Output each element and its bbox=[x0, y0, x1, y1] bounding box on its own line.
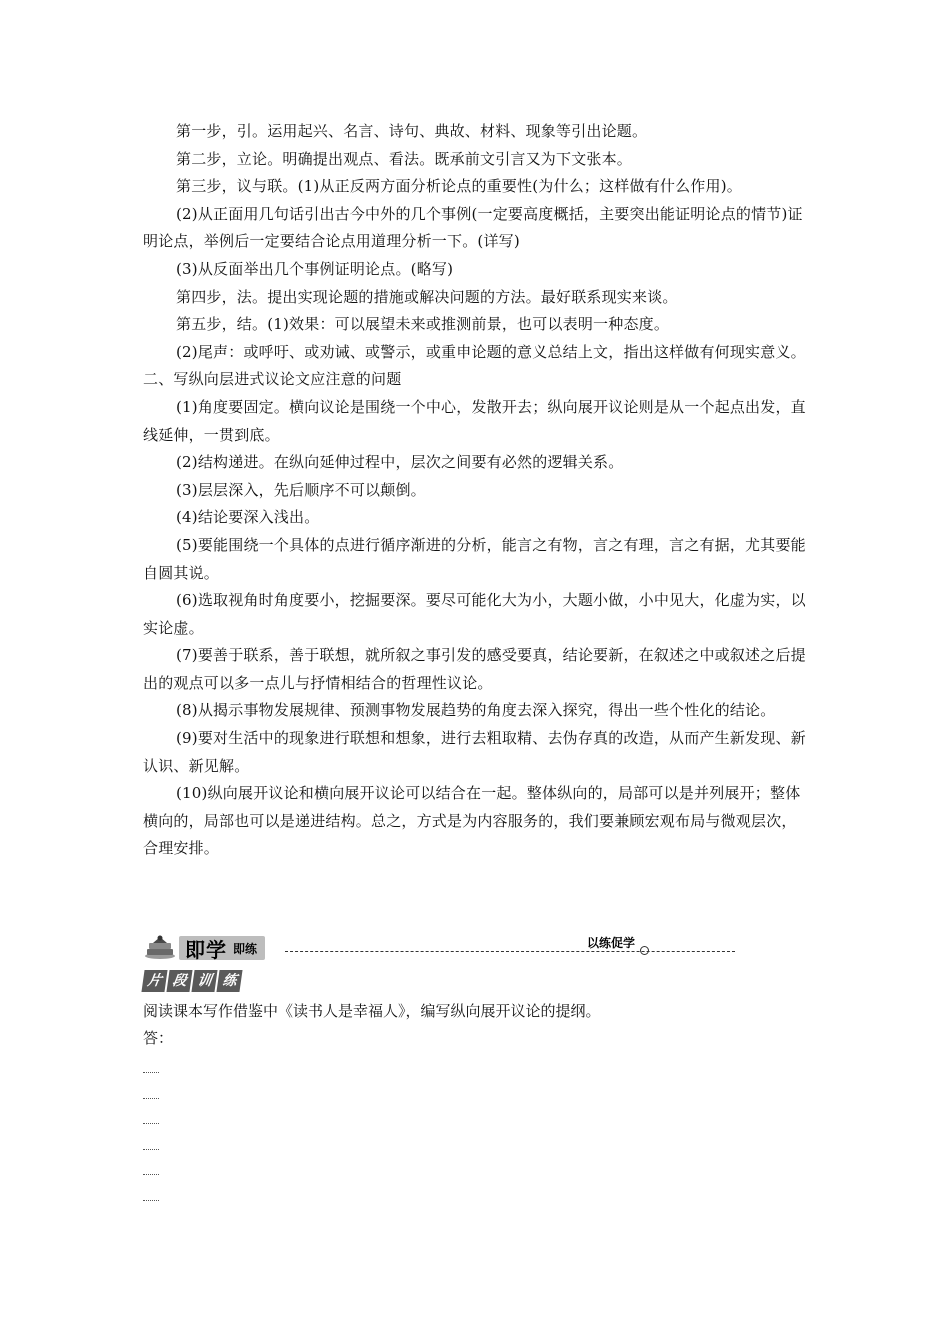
section-2-item: (5)要能围绕一个具体的点进行循序渐进的分析，能言之有物，言之有理，言之有据，尤其要能自圆其说。 bbox=[143, 535, 806, 582]
answer-line[interactable] bbox=[143, 1149, 159, 1150]
exercise-prompt: 阅读课本写作借鉴中《读书人是幸福人》，编写纵向展开议论的提纲。 bbox=[143, 1002, 601, 1020]
answer-line[interactable] bbox=[143, 1200, 159, 1201]
banner-divider bbox=[285, 951, 735, 952]
step-2: 第二步，立论。明确提出观点、看法。既承前文引言又为下文张本。 bbox=[176, 149, 633, 168]
books-icon bbox=[143, 934, 177, 960]
section-2-item: (2)结构递进。在纵向延伸过程中，层次之间要有必然的逻辑关系。 bbox=[176, 453, 624, 472]
section-2-item: (10)纵向展开议论和横向展开议论可以结合在一起。整体纵向的，局部可以是并列展开；整体横向的，局部也可以是递进结构。总之，方式是为内容服务的，我们要兼顾宏观布局与微观层次，合理安排。 bbox=[143, 784, 801, 858]
step-1: 第一步，引。运用起兴、名言、诗句、典故、材料、现象等引出论题。 bbox=[176, 122, 648, 140]
section-tag-char: 练 bbox=[216, 970, 242, 992]
banner-title: 即学 bbox=[185, 938, 227, 962]
section-tag-char: 片 bbox=[141, 970, 167, 992]
answer-lines bbox=[143, 1072, 183, 1226]
banner-end-icon bbox=[640, 946, 649, 955]
section-2-item: (8)从揭示事物发展规律、预测事物发展趋势的角度去深入探究，得出一些个性化的结论。 bbox=[176, 701, 776, 720]
step-3: 第三步，议与联。(1)从正反两方面分析论点的重要性(为什么；这样做有什么作用)。 bbox=[176, 177, 742, 196]
section-2-item: (7)要善于联系，善于联想，就所叙之事引发的感受要真，结论要新，在叙述之中或叙述之后提出的观点可以多一点儿与抒情相结合的哲理性议论。 bbox=[143, 646, 806, 692]
answer-label: 答： bbox=[143, 1029, 174, 1047]
section-2-item: (4)结论要深入浅出。 bbox=[176, 508, 320, 527]
step-4: 第四步，法。提出实现论题的措施或解决问题的方法。最好联系现实来谈。 bbox=[176, 287, 678, 306]
section-tag-char: 段 bbox=[166, 970, 192, 992]
section-2-heading: 二、写纵向层进式议论文应注意的问题 bbox=[143, 370, 402, 389]
exercise bbox=[143, 998, 811, 1052]
section-2-item: (3)层层深入，先后顺序不可以颠倒。 bbox=[176, 480, 426, 499]
answer-line[interactable] bbox=[143, 1123, 159, 1124]
section-tag-char: 训 bbox=[191, 970, 217, 992]
section-2-item: (1)角度要固定。横向议论是围绕一个中心，发散开去；纵向展开议论则是从一个起点出发，直线延伸，一贯到底。 bbox=[143, 397, 806, 444]
answer-line[interactable] bbox=[143, 1098, 159, 1099]
step-3-sub-2: (2)从正面用几句话引出古今中外的几个事例(一定要高度概括，主要突出能证明论点的情节)证明论点，举例后一定要结合论点用道理分析一下。(详写) bbox=[143, 204, 803, 251]
section-2-item: (6)选取视角时角度要小，挖掘要深。要尽可能化大为小，大题小做，小中见大，化虚为实，以实论虚。 bbox=[143, 591, 806, 637]
section-2-item: (9)要对生活中的现象进行联想和想象，进行去粗取精、去伪存真的改造，从而产生新发现、新认识、新见解。 bbox=[143, 729, 806, 775]
banner-subtitle: 即练 bbox=[233, 942, 258, 956]
practice-banner bbox=[143, 932, 653, 962]
section-tag bbox=[143, 970, 241, 992]
step-5-sub-2: (2)尾声：或呼吁、或劝诫、或警示，或重申论题的意义总结上文，指出这样做有何现实意义。 bbox=[176, 342, 806, 361]
step-5: 第五步，结。(1)效果：可以展望未来或推测前景，也可以表明一种态度。 bbox=[176, 315, 670, 334]
main-text bbox=[143, 118, 811, 863]
banner-right-label: 以练促学 bbox=[583, 934, 639, 951]
answer-line[interactable] bbox=[143, 1174, 159, 1175]
answer-line[interactable] bbox=[143, 1072, 159, 1073]
step-3-sub-3: (3)从反面举出几个事例证明论点。(略写) bbox=[176, 259, 454, 278]
